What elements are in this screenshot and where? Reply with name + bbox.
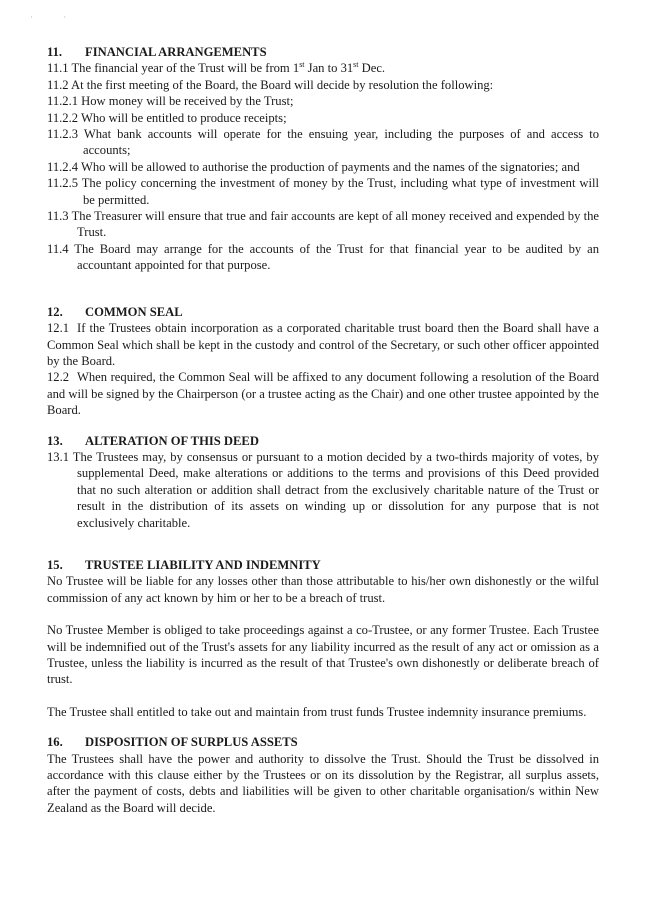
- clause-11-2-5: 11.2.5 The policy concerning the investment of money by the Trust, including what type of investment will be permitted.: [47, 176, 599, 207]
- clause-13-1: 13.1 The Trustees may, by consensus or pursuant to a motion decided by a two-thirds majority of votes, by supplemental Deed, make alterations or additions to the terms and provisions of this Deed provided that no such alteration or addition shall detract from the exclusively charitable nature of the Trust or result in the distribution of its assets on winding up or dissolution for any purpose that is not exclusively charitable.: [47, 449, 599, 530]
- section-heading: 11. FINANCIAL ARRANGEMENTS: [47, 45, 267, 59]
- clause-11-2-3: 11.2.3 What bank accounts will operate for the ensuing year, including the purposes of and access to accounts;: [47, 127, 599, 158]
- clause-12-2: 12.2 When required, the Common Seal will be affixed to any document following a resolution of the Board and will be signed by the Chairperson (or a trustee acting as the Chair) and one other trustee appointed by the Board.: [47, 370, 599, 418]
- document-page: [47, 44, 599, 816]
- clause-11-3: 11.3 The Treasurer will ensure that true and fair accounts are kept of all money received and expended by the Trust.: [47, 209, 599, 240]
- liability-paragraph: No Trustee will be liable for any losses other than those attributable to his/her own dishonestly or the wilful commission of any act known by him or her to be a breach of trust.: [47, 574, 599, 605]
- scan-specks: · ·: [30, 12, 81, 22]
- clause-11-2: 11.2 At the first meeting of the Board, the Board will decide by resolution the following:: [47, 77, 494, 92]
- section-surplus-assets: [47, 734, 599, 816]
- section-alteration-of-deed: [47, 433, 599, 531]
- section-heading: 13. ALTERATION OF THIS DEED: [47, 433, 259, 448]
- clause-11-2-4: 11.2.4 Who will be allowed to authorise the production of payments and the names of the signatories; and: [47, 159, 580, 174]
- dissolution-paragraph: The Trustees shall have the power and authority to dissolve the Trust. Should the Trust be dissolved in accordance with this clause either by the Trustees or on its dissolution by the Registrar, all surplus assets, after the payment of costs, debts and liabilities will be given to other charitable organisation/s within New Zealand as the Board will decide.: [47, 751, 599, 815]
- section-heading: 16. DISPOSITION OF SURPLUS ASSETS: [47, 735, 298, 750]
- indemnity-paragraph: No Trustee Member is obliged to take proceedings against a co-Trustee, or any former Trustee. Each Trustee will be indemnified out of the Trust's assets for any liability incurred as the result of any act or omission as a Trustee, unless the liability is incurred as the result of that Trustee's own dishonestly or deliberate breach of trust.: [47, 623, 599, 687]
- clause-11-2-1: 11.2.1 How money will be received by the Trust;: [47, 94, 294, 109]
- clause-11-4: 11.4 The Board may arrange for the accounts of the Trust for that financial year to be audited by an accountant appointed for that purpose.: [47, 241, 599, 273]
- clause-12-1: 12.1 If the Trustees obtain incorporation as a corporated charitable trust board then the Board shall have a Common Seal which shall be kept in the custody and control of the Secretary, or such other officer appointed by the Board.: [47, 321, 599, 368]
- clause-11-2-2: 11.2.2 Who will be entitled to produce receipts;: [47, 110, 287, 125]
- section-financial-arrangements: [47, 44, 599, 274]
- section-common-seal: [47, 304, 599, 419]
- clause-11-1: 11.1 The financial year of the Trust will be from 1st Jan to 31st Dec.: [47, 60, 386, 76]
- section-heading: 15. TRUSTEE LIABILITY AND INDEMNITY: [47, 557, 321, 572]
- section-trustee-liability: [47, 557, 599, 720]
- section-heading: 12. COMMON SEAL: [47, 304, 183, 319]
- insurance-paragraph: The Trustee shall entitled to take out and maintain from trust funds Trustee indemnity insurance premiums.: [47, 704, 587, 719]
